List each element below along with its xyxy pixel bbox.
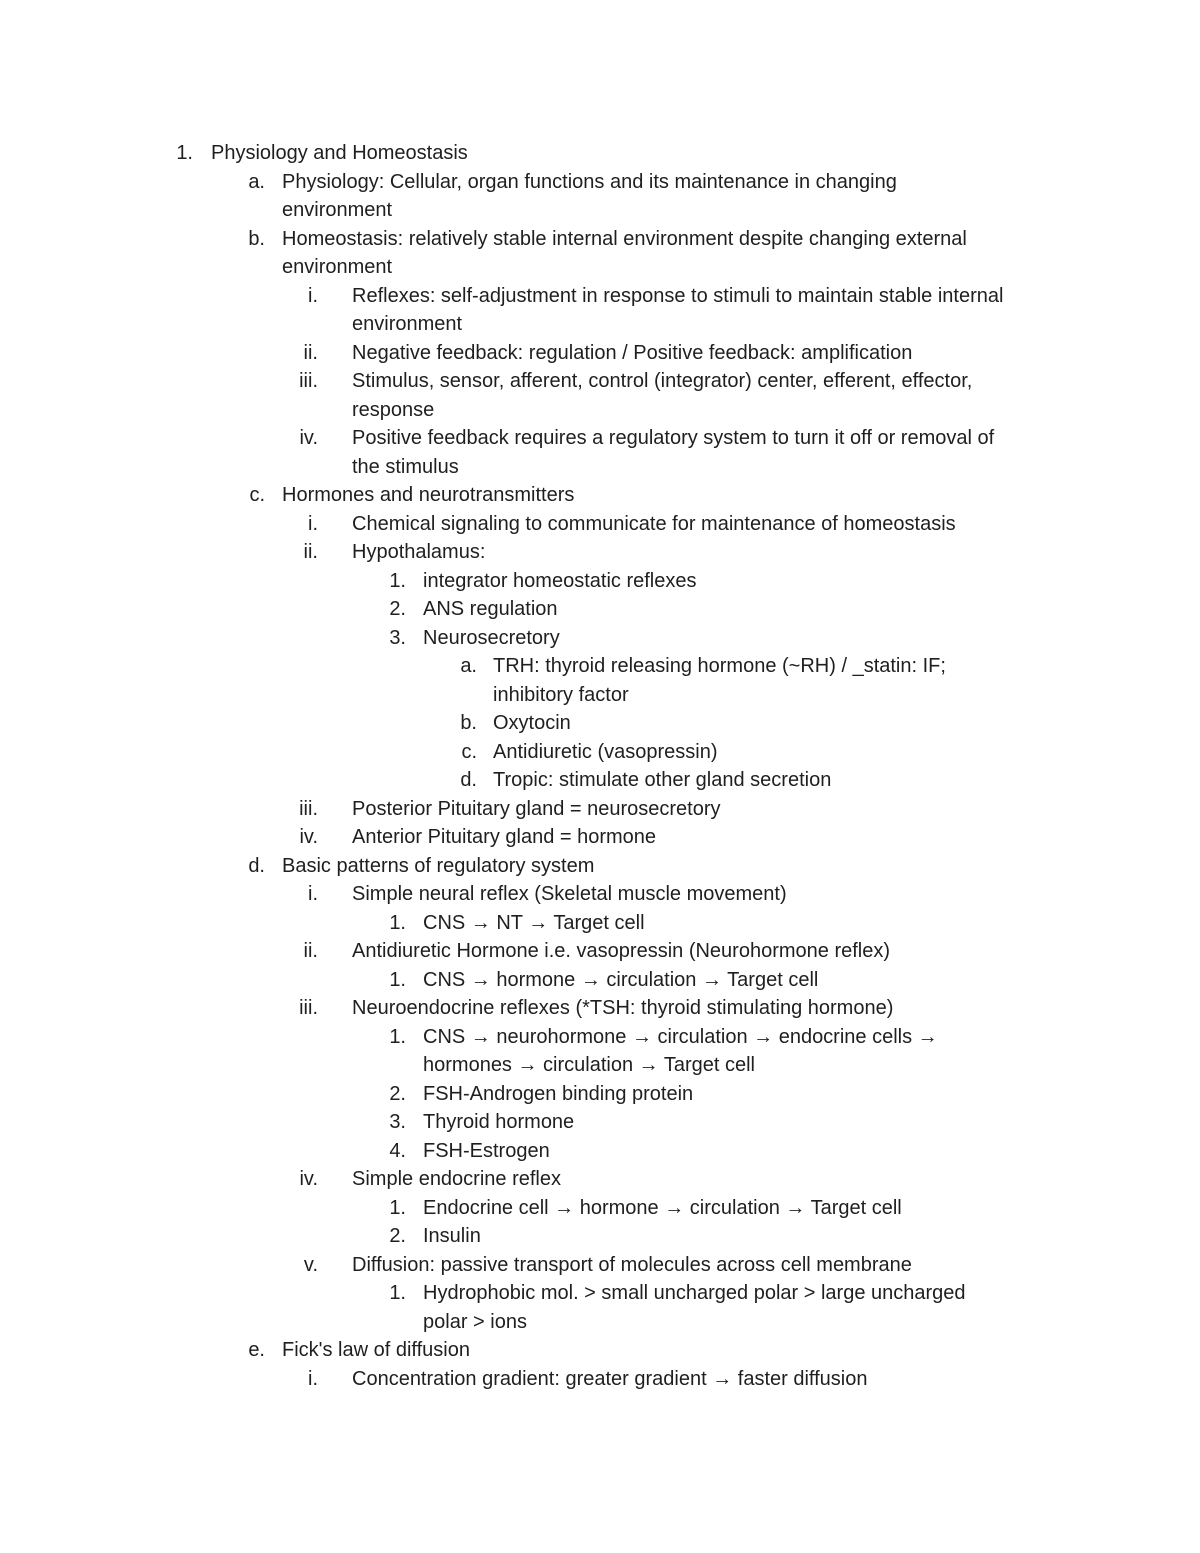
outline-item-text	[423, 624, 1023, 653]
list-marker: 1.	[389, 1025, 406, 1048]
outline-item-text	[423, 1194, 1023, 1223]
outline-item-line: Hormones and neurotransmitters	[282, 484, 575, 506]
list-marker: i.	[308, 512, 318, 535]
outline-item-text	[423, 595, 1023, 624]
outline-item	[0, 909, 1200, 938]
list-marker: a.	[248, 170, 265, 193]
outline-item	[0, 937, 1200, 966]
outline-item-line: Positive feedback requires a regulatory system to turn it off or removal of	[352, 427, 995, 449]
outline-item	[0, 567, 1200, 596]
outline-item	[0, 339, 1200, 368]
outline-item-line: Anterior Pituitary gland = hormone	[352, 826, 657, 848]
outline-item	[0, 994, 1200, 1023]
outline-item-line: Reflexes: self-adjustment in response to stimuli to maintain stable internal	[352, 284, 1004, 307]
outline-item-line: Hypothalamus:	[352, 541, 486, 563]
outline-item	[0, 966, 1200, 995]
list-marker: 1.	[389, 569, 406, 592]
outline-item-text	[423, 1023, 1023, 1080]
outline-item-text	[211, 139, 1071, 168]
outline-item-continuation: environment	[282, 199, 393, 221]
outline-item-text	[493, 738, 1013, 767]
outline-item-line: Physiology and Homeostasis	[211, 142, 468, 164]
list-marker: 1.	[176, 142, 193, 164]
outline-item	[0, 168, 1200, 225]
outline-item-text	[282, 481, 1042, 510]
outline-item	[0, 367, 1200, 424]
outline-item-text	[352, 424, 1072, 481]
outline-item-line: CNS → neurohormone → circulation → endocrine cells →	[423, 1025, 938, 1048]
outline-item	[0, 652, 1200, 709]
outline-item-text	[352, 1251, 1072, 1280]
outline-item-text	[352, 1365, 1072, 1394]
outline-item-text	[493, 766, 1013, 795]
list-marker: iv.	[299, 826, 318, 848]
outline-item	[0, 709, 1200, 738]
outline-item	[0, 282, 1200, 339]
outline-item-line: Thyroid hormone	[423, 1111, 575, 1133]
outline-item-line: ANS regulation	[423, 598, 558, 620]
outline-item	[0, 795, 1200, 824]
outline-item	[0, 225, 1200, 282]
outline-item-line: Posterior Pituitary gland = neurosecretory	[352, 797, 721, 820]
list-marker: 4.	[389, 1139, 406, 1162]
list-marker: ii.	[303, 341, 318, 364]
outline-item-line: Homeostasis: relatively stable internal environment despite changing external	[282, 227, 967, 250]
outline-item-line: Endocrine cell → hormone → circulation → Target cell	[423, 1196, 902, 1219]
list-marker: ii.	[303, 541, 318, 563]
outline-item-text	[423, 1137, 1023, 1166]
outline-item-line: Concentration gradient: greater gradient → faster diffusion	[352, 1367, 868, 1390]
outline-item-text	[423, 1279, 1023, 1336]
document-outline	[0, 139, 1200, 1393]
outline-item-text	[282, 225, 1042, 282]
list-marker: c.	[249, 484, 265, 506]
outline-item-text	[423, 966, 1023, 995]
list-marker: 1.	[389, 911, 406, 934]
outline-item-text	[352, 538, 1072, 567]
outline-item	[0, 1194, 1200, 1223]
list-marker: iv.	[299, 427, 318, 449]
outline-item	[0, 1108, 1200, 1137]
outline-item-continuation: environment	[352, 313, 463, 335]
list-marker: 1.	[389, 1196, 406, 1219]
list-marker: b.	[460, 712, 477, 734]
outline-item-line: FSH-Estrogen	[423, 1139, 550, 1162]
list-marker: 1.	[389, 1282, 406, 1304]
list-marker: 2.	[389, 598, 406, 620]
outline-item-text	[282, 1336, 1042, 1365]
outline-item-text	[352, 937, 1072, 966]
outline-item-line: Antidiuretic (vasopressin)	[493, 740, 718, 763]
outline-item-line: Simple neural reflex (Skeletal muscle movement)	[352, 883, 787, 905]
outline-item-text	[352, 339, 1072, 368]
outline-item-line: Negative feedback: regulation / Positive feedback: amplification	[352, 341, 913, 364]
list-marker: i.	[308, 1367, 318, 1390]
outline-item-text	[352, 367, 1072, 424]
list-marker: iii.	[299, 997, 318, 1019]
outline-item-line: TRH: thyroid releasing hormone (~RH) / _statin: IF;	[493, 655, 946, 677]
list-marker: e.	[248, 1339, 265, 1361]
outline-item-text	[423, 909, 1023, 938]
outline-item-text	[282, 168, 1042, 225]
outline-item-text	[493, 652, 1013, 709]
outline-item	[0, 823, 1200, 852]
outline-item	[0, 852, 1200, 881]
outline-item	[0, 1336, 1200, 1365]
outline-item-line: CNS → hormone → circulation → Target cell	[423, 968, 819, 991]
outline-item	[0, 424, 1200, 481]
outline-item-line: Neurosecretory	[423, 626, 560, 649]
outline-item	[0, 481, 1200, 510]
outline-item-line: FSH-Androgen binding protein	[423, 1082, 694, 1105]
outline-item-text	[423, 1080, 1023, 1109]
list-marker: d.	[460, 769, 477, 791]
outline-item-text	[352, 1165, 1072, 1194]
outline-item-line: Neuroendocrine reflexes (*TSH: thyroid stimulating hormone)	[352, 997, 894, 1019]
outline-item-line: Chemical signaling to communicate for maintenance of homeostasis	[352, 512, 956, 535]
outline-item-text	[423, 1222, 1023, 1251]
outline-item-text	[282, 852, 1042, 881]
outline-item-text	[493, 709, 1013, 738]
outline-item-text	[423, 1108, 1023, 1137]
list-marker: iii.	[299, 370, 318, 392]
outline-item-continuation: polar > ions	[423, 1310, 527, 1333]
outline-item-line: Oxytocin	[493, 712, 571, 734]
outline-item	[0, 1365, 1200, 1394]
list-marker: v.	[303, 1253, 318, 1276]
outline-item-line: Basic patterns of regulatory system	[282, 854, 595, 877]
outline-item-continuation: inhibitory factor	[493, 683, 629, 706]
outline-item-continuation: hormones → circulation → Target cell	[423, 1054, 755, 1076]
list-marker: ii.	[303, 940, 318, 962]
outline-item	[0, 1222, 1200, 1251]
outline-item-line: Insulin	[423, 1225, 481, 1247]
outline-item-text	[352, 823, 1072, 852]
outline-item	[0, 1080, 1200, 1109]
list-marker: iii.	[299, 797, 318, 820]
list-marker: iv.	[299, 1168, 318, 1190]
list-marker: b.	[248, 227, 265, 250]
outline-item-line: integrator homeostatic reflexes	[423, 569, 697, 592]
list-marker: 3.	[389, 1111, 406, 1133]
outline-item-line: Stimulus, sensor, afferent, control (integrator) center, efferent, effector,	[352, 370, 973, 392]
outline-item-text	[352, 795, 1072, 824]
outline-item-text	[423, 567, 1023, 596]
outline-item-line: Simple endocrine reflex	[352, 1168, 561, 1190]
outline-item-text	[352, 880, 1072, 909]
outline-item-line: Antidiuretic Hormone i.e. vasopressin (Neurohormone reflex)	[352, 940, 891, 962]
outline-item	[0, 1251, 1200, 1280]
list-marker: a.	[460, 655, 477, 677]
outline-item-continuation: the stimulus	[352, 455, 459, 478]
outline-item	[0, 1279, 1200, 1336]
outline-item	[0, 624, 1200, 653]
outline-item	[0, 1023, 1200, 1080]
outline-item	[0, 738, 1200, 767]
outline-item	[0, 510, 1200, 539]
list-marker: 3.	[389, 626, 406, 649]
outline-item-line: CNS → NT → Target cell	[423, 911, 645, 934]
outline-item	[0, 1165, 1200, 1194]
outline-item-text	[352, 510, 1072, 539]
outline-item-line: Physiology: Cellular, organ functions and its maintenance in changing	[282, 170, 897, 193]
list-marker: 2.	[389, 1225, 406, 1247]
list-marker: c.	[461, 740, 477, 763]
outline-item	[0, 595, 1200, 624]
outline-item	[0, 766, 1200, 795]
outline-item	[0, 538, 1200, 567]
outline-item-line: Diffusion: passive transport of molecules across cell membrane	[352, 1253, 912, 1276]
outline-item-text	[352, 994, 1072, 1023]
outline-item-continuation: response	[352, 398, 435, 421]
list-marker: 1.	[389, 968, 406, 991]
list-marker: i.	[308, 883, 318, 905]
list-marker: i.	[308, 284, 318, 307]
outline-item	[0, 880, 1200, 909]
outline-item-text	[352, 282, 1072, 339]
outline-item-line: Hydrophobic mol. > small uncharged polar > large uncharged	[423, 1282, 966, 1304]
outline-item-continuation: environment	[282, 256, 393, 278]
list-marker: d.	[248, 854, 265, 877]
outline-item-line: Fick's law of diffusion	[282, 1339, 470, 1361]
outline-item	[0, 1137, 1200, 1166]
list-marker: 2.	[389, 1082, 406, 1105]
outline-item-line: Tropic: stimulate other gland secretion	[493, 769, 832, 791]
outline-item	[0, 139, 1200, 168]
